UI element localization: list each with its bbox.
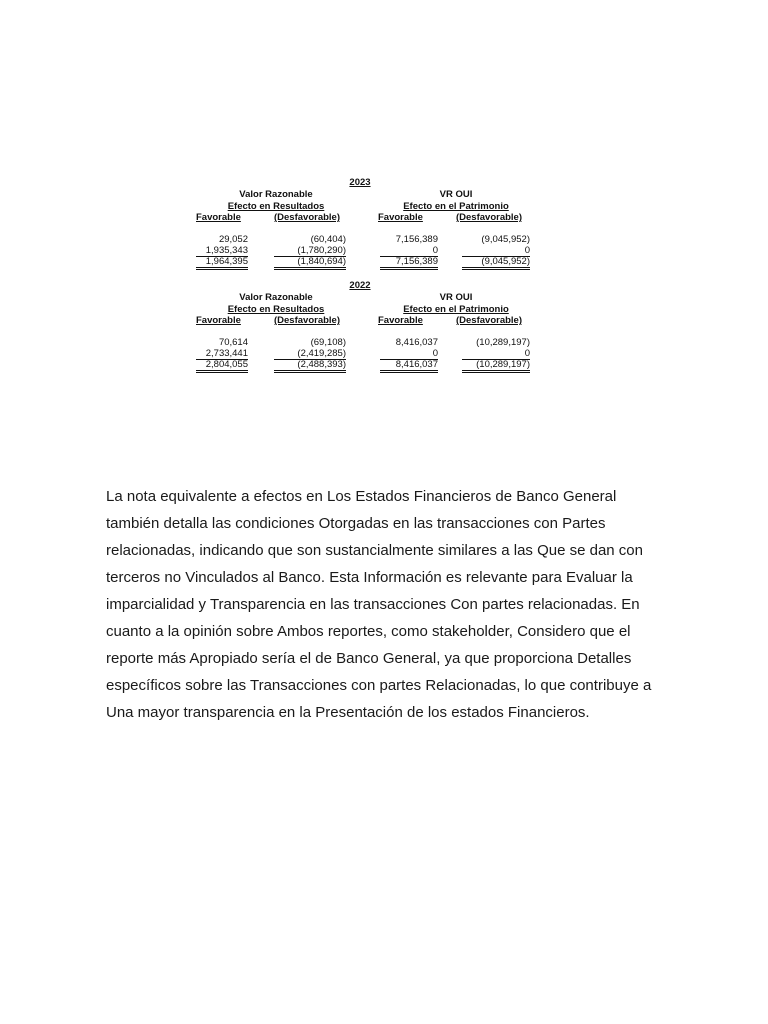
- table-cell: (10,289,197): [476, 337, 530, 348]
- column-header: Favorable: [378, 315, 423, 326]
- table-total-cell: (9,045,952): [462, 257, 530, 270]
- column-header: (Desfavorable): [274, 315, 340, 326]
- table-cell: 29,052: [218, 234, 248, 245]
- left-group-subtitle: Efecto en Resultados: [227, 201, 325, 212]
- table-cell: 0: [462, 349, 530, 360]
- body-paragraph: La nota equivalente a efectos en Los Estados Financieros de Banco General también detalla las condiciones Otorgadas en las transacciones con Partes relacionadas, indicando que son sustancialmente similares a las Que se dan con terceros no Vinculados al Banco. Esta Información es relevante para Evaluar la imparcialidad y Transparencia en las transacciones Con partes relacionadas. En cuanto a la opinión sobre Ambos reportes, como stakeholder, Considero que el reporte más Apropiado sería el de Banco General, ya que proporciona Detalles específicos sobre las Transacciones con partes Relacionadas, lo que contribuye a Una mayor transparencia en la Presentación de los estados Financieros.: [106, 488, 652, 721]
- right-group-subtitle: Efecto en el Patrimonio: [403, 201, 509, 212]
- table-cell: 7,156,389: [395, 234, 438, 245]
- column-header: Favorable: [196, 315, 241, 326]
- table-total-cell: 1,964,395: [196, 257, 248, 270]
- table-cell: 70,614: [218, 337, 248, 348]
- table-cell: (69,108): [310, 337, 346, 348]
- financial-table-image: [190, 178, 540, 372]
- table-total-cell: 7,156,389: [380, 257, 438, 270]
- table-cell: 0: [380, 246, 438, 257]
- table-cell: 0: [462, 246, 530, 257]
- table-cell: (9,045,952): [481, 234, 530, 245]
- column-header: Favorable: [378, 212, 423, 223]
- table-cell: 0: [380, 349, 438, 360]
- table-total-cell: (1,840,694): [274, 257, 346, 270]
- year-label: 2023: [349, 177, 371, 188]
- table-total-cell: (2,488,393): [274, 360, 346, 373]
- table-total-cell: (10,289,197): [462, 360, 530, 373]
- column-header: (Desfavorable): [456, 212, 522, 223]
- left-group-title: Valor Razonable: [239, 189, 313, 200]
- right-group-title: VR OUI: [439, 292, 473, 303]
- table-cell: (2,419,285): [274, 349, 346, 360]
- left-group-title: Valor Razonable: [239, 292, 313, 303]
- left-group-subtitle: Efecto en Resultados: [227, 304, 325, 315]
- table-cell: 8,416,037: [395, 337, 438, 348]
- right-group-subtitle: Efecto en el Patrimonio: [403, 304, 509, 315]
- table-cell: (60,404): [310, 234, 346, 245]
- year-label: 2022: [349, 280, 371, 291]
- column-header: Favorable: [196, 212, 241, 223]
- column-header: (Desfavorable): [274, 212, 340, 223]
- table-total-cell: 2,804,055: [196, 360, 248, 373]
- table-cell: 2,733,441: [196, 349, 248, 360]
- column-header: (Desfavorable): [456, 315, 522, 326]
- table-total-cell: 8,416,037: [380, 360, 438, 373]
- table-cell: (1,780,290): [274, 246, 346, 257]
- right-group-title: VR OUI: [439, 189, 473, 200]
- table-cell: 1,935,343: [196, 246, 248, 257]
